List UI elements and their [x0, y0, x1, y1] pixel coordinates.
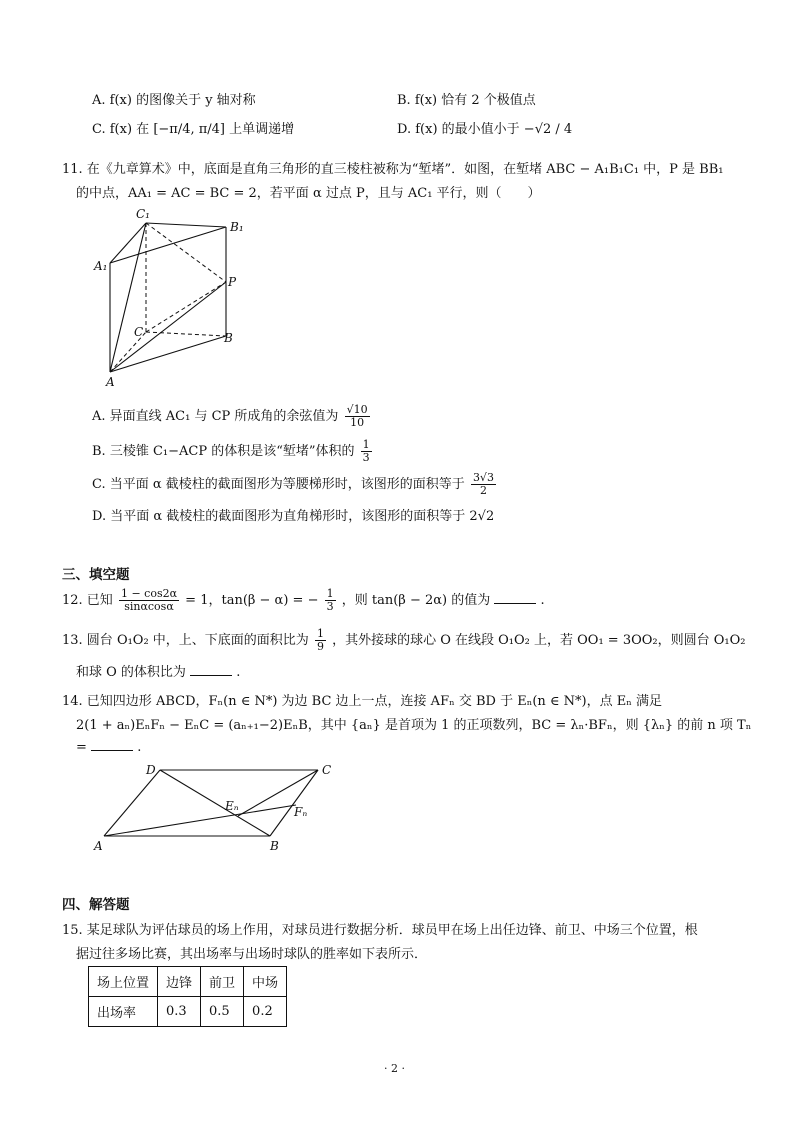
q11-option-c-fraction: $\frac{3√3}{2}$ [472, 471, 494, 497]
label-p: P [228, 275, 237, 289]
table-cell: 0.2 [244, 997, 287, 1027]
label-c1: C₁ [136, 207, 150, 221]
label-a: A [94, 839, 103, 853]
table-cell: 0.5 [201, 997, 244, 1027]
q13-answer-blank[interactable] [190, 663, 232, 676]
table-cell: 中场 [244, 967, 287, 997]
q13-post: ，其外接球的球心 O 在线段 O₁O₂ 上，若 OO₁ = 3OO₂，则圆台 O₁O₂ [332, 633, 746, 648]
q11-option-b [92, 439, 374, 464]
label-a: A [106, 375, 115, 389]
q11-option-a-text: A. 异面直线 AC₁ 与 CP 所成角的余弦值为 [92, 409, 339, 424]
table-cell: 场上位置 [89, 967, 158, 997]
q12 [62, 588, 545, 613]
table-row [89, 967, 287, 997]
q13-line2 [76, 661, 240, 680]
label-c: C [134, 325, 144, 339]
q15-line2: 据过往多场比赛，其出场率与出场时球队的胜率如下表所示． [76, 947, 428, 962]
q10-option-d-value: −√2 / 4 [523, 122, 573, 137]
q12-fraction-2: $\frac{1}{3}$ [326, 587, 334, 613]
q15-line1: 15. 某足球队为评估球员的场上作用，对球员进行数据分析．球员甲在场上出任边锋、前卫、中场三个位置，根 [62, 923, 698, 938]
q14-line2: 2(1 + aₙ)EₙFₙ − EₙC = (aₙ₊₁−2)EₙB，其中 {aₙ} 是首项为 1 的正项数列，BC = λₙ·BFₙ，则 {λₙ} 的前 n 项 Tₙ [76, 718, 752, 733]
q10-option-d-pre: D. f(x) 的最小值小于 [397, 122, 520, 137]
table-cell: 边锋 [158, 967, 201, 997]
table-cell: 前卫 [201, 967, 244, 997]
q10-option-c-post: 上单调递增 [229, 122, 295, 137]
q11-option-b-text: B. 三棱锥 C₁−ACP 的体积是该“堑堵”体积的 [92, 444, 355, 459]
section-4-heading: 四、解答题 [62, 897, 130, 913]
q13-end: . [236, 665, 241, 680]
q14-line1: 14. 已知四边形 ABCD，Fₙ(n ∈ N*) 为边 BC 边上一点，连接 AFₙ 交 BD 于 Eₙ(n ∈ N*)，点 Eₙ 满足 [62, 694, 662, 709]
q11-stem-line2: 的中点，AA₁ = AC = BC = 2，若平面 α 过点 P，且与 AC₁ 平行，则（ ） [76, 186, 541, 201]
q13-line2-text: 和球 O 的体积比为 [76, 665, 186, 680]
q11-stem-line1: 11. 在《九章算术》中，底面是直角三角形的直三棱柱被称为“堑堵”．如图，在堑堵 ABC − A₁B₁C₁ 中，P 是 BB₁ [62, 162, 724, 177]
q14-quadrilateral-figure [90, 758, 350, 856]
q13-fraction: $\frac{1}{9}$ [316, 627, 324, 653]
q14-line3-eq: = [76, 740, 87, 755]
q11-prism-figure [90, 200, 250, 395]
q10-option-a: A. f(x) 的图像关于 y 轴对称 [92, 93, 256, 108]
q11-option-c [92, 472, 498, 497]
label-e-n: Eₙ [225, 799, 239, 813]
label-b: B [224, 331, 233, 345]
q12-fraction: $\frac{1 - \cos 2\alpha}{\sin\alpha\cos\alpha}$ [120, 587, 178, 613]
label-a1: A₁ [94, 259, 108, 273]
label-d: D [146, 763, 156, 777]
q14-answer-blank[interactable] [91, 738, 133, 751]
table-row [89, 997, 287, 1027]
q12-end: . [540, 593, 545, 608]
label-c: C [322, 763, 332, 777]
label-b1: B₁ [230, 220, 244, 234]
label-f-n: Fₙ [294, 805, 308, 819]
q11-option-b-fraction: $\frac{1}{3}$ [362, 438, 370, 464]
q10-option-c [92, 118, 294, 137]
q11-option-c-text: C. 当平面 α 截棱柱的截面图形为等腰梯形时，该图形的面积等于 [92, 477, 465, 492]
q13-line1 [62, 628, 746, 653]
q10-option-c-pre: C. f(x) 在 [92, 122, 150, 137]
table-cell: 0.3 [158, 997, 201, 1027]
q14-end: . [137, 740, 142, 755]
q14-line3 [76, 738, 141, 755]
table-cell: 出场率 [89, 997, 158, 1027]
q10-option-b: B. f(x) 恰有 2 个极值点 [397, 93, 536, 108]
section-3-heading: 三、填空题 [62, 567, 130, 583]
q15-rate-table [88, 966, 287, 1027]
q11-option-a [92, 404, 372, 429]
q13-pre: 13. 圆台 O₁O₂ 中，上、下底面的面积比为 [62, 633, 309, 648]
q12-answer-blank[interactable] [494, 591, 536, 604]
q11-option-d: D. 当平面 α 截棱柱的截面图形为直角梯形时，该图形的面积等于 2√2 [92, 509, 495, 524]
label-b: B [270, 839, 279, 853]
q12-post: ，则 tan(β − 2α) 的值为 [341, 593, 491, 608]
page-number: · 2 · [384, 1062, 405, 1075]
q12-mid: = 1，tan(β − α) = − [185, 593, 319, 608]
q10-option-d [397, 118, 572, 137]
q12-pre: 12. 已知 [62, 593, 113, 608]
q10-option-c-interval: [−π/4, π/4] [153, 122, 226, 137]
q11-option-a-fraction: $\frac{√10}{10}$ [346, 403, 368, 429]
